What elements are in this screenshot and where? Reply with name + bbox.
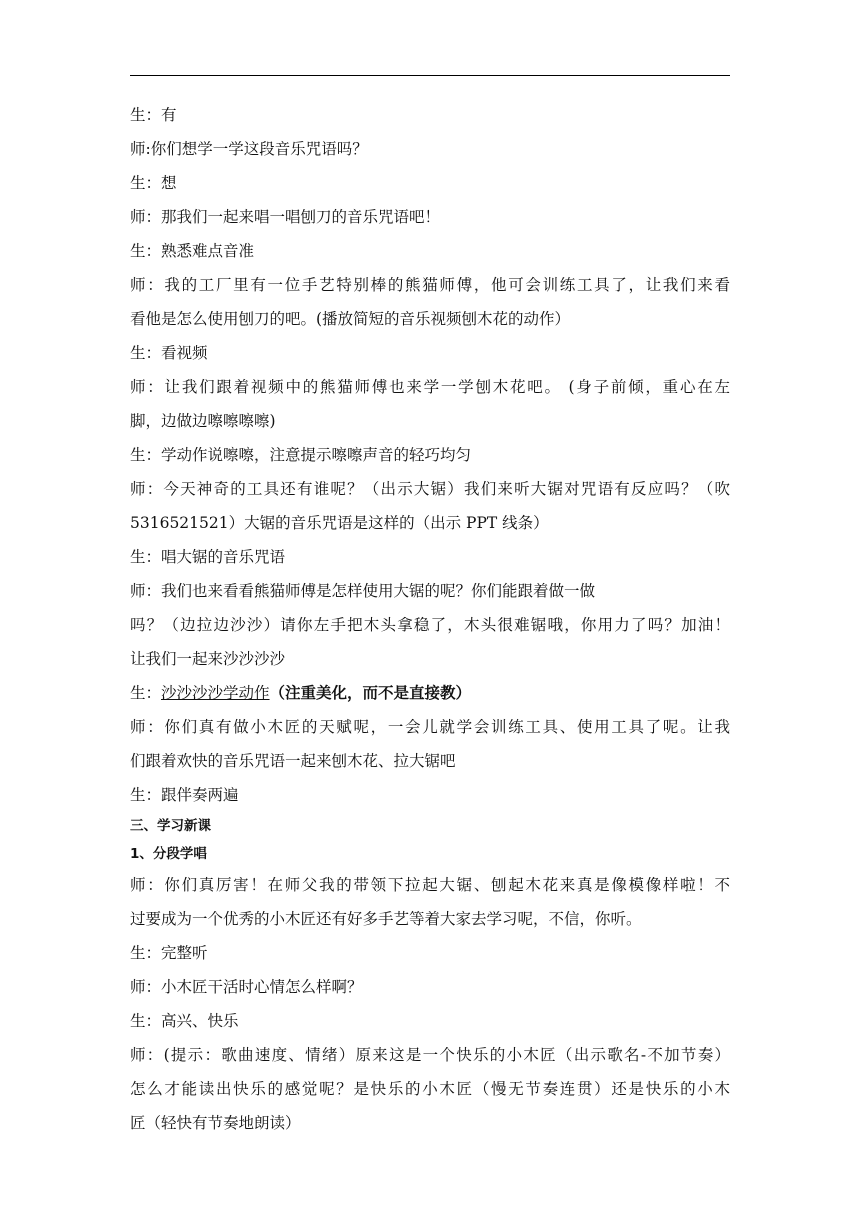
dialogue-line: 师：让我们跟着视频中的熊猫师傅也来学一学刨木花吧。 (身子前倾，重心在左 [130, 378, 730, 396]
dialogue-line: 过要成为一个优秀的小木匠还有好多手艺等着大家去学习呢，不信，你听。 [130, 910, 642, 928]
dialogue-line: 师：你们真厉害！在师父我的带领下拉起大锯、刨起木花来真是像模像样啦！不 [130, 876, 730, 894]
dialogue-line: 师:你们想学一学这段音乐咒语吗？ [130, 140, 368, 158]
dialogue-line: 吗？（边拉边沙沙）请你左手把木头拿稳了，木头很难锯哦，你用力了吗？加油！ [130, 616, 730, 634]
dialogue-line-shashasha [130, 676, 730, 710]
dialogue-line: 师：今天神奇的工具还有谁呢？（出示大锯）我们来听大锯对咒语有反应吗？（吹 [130, 480, 730, 498]
section-heading: 三、学习新课 [130, 818, 211, 834]
dialogue-line: 们跟着欢快的音乐咒语一起来刨木花、拉大锯吧 [130, 752, 456, 770]
dialogue-line: 师：小木匠干活时心情怎么样啊？ [130, 978, 363, 996]
dialogue-line: 匠（轻快有节奏地朗读） [130, 1114, 301, 1132]
underlined-activity: 沙沙沙沙学动作 [161, 684, 270, 702]
dialogue-line: 师：我们也来看看熊猫师傅是怎样使用大锯的呢？你们能跟着做一做 [130, 582, 596, 600]
dialogue-line: 师：我的工厂里有一位手艺特别棒的熊猫师傅，他可会训练工具了，让我们来看 [130, 276, 730, 294]
header-rule [130, 75, 730, 76]
speaker-prefix: 生： [130, 684, 162, 702]
dialogue-line: 师：(提示：歌曲速度、情绪）原来这是一个快乐的小木匠（出示歌名-不加节奏） [130, 1046, 730, 1064]
dialogue-line: 脚，边做边嚓嚓嚓嚓) [130, 412, 276, 430]
dialogue-line: 生：学动作说嚓嚓，注意提示嚓嚓声音的轻巧均匀 [130, 446, 472, 464]
dialogue-line: 让我们一起来沙沙沙沙 [130, 650, 286, 668]
dialogue-line: 生：完整听 [130, 944, 208, 962]
dialogue-line: 生：看视频 [130, 344, 208, 362]
dialogue-line: 生：唱大锯的音乐咒语 [130, 548, 286, 566]
bold-note: （注重美化，而不是直接教） [269, 683, 472, 702]
document-body [130, 98, 730, 1140]
dialogue-line: 怎么才能读出快乐的感觉呢？是快乐的小木匠（慢无节奏连贯）还是快乐的小木 [130, 1080, 730, 1098]
dialogue-line: 生：跟伴奏两遍 [130, 786, 239, 804]
dialogue-line: 看他是怎么使用刨刀的吧。(播放简短的音乐视频刨木花的动作） [130, 310, 571, 328]
dialogue-line: 生：有 [130, 106, 177, 124]
dialogue-line: 师：你们真有做小木匠的天赋呢，一会儿就学会训练工具、使用工具了呢。让我 [130, 718, 730, 736]
dialogue-line: 生：高兴、快乐 [130, 1012, 239, 1030]
dialogue-line: 生：熟悉难点音准 [130, 242, 255, 260]
dialogue-line: 师：那我们一起来唱一唱刨刀的音乐咒语吧！ [130, 208, 441, 226]
dialogue-line: 5316521521）大锯的音乐咒语是这样的（出示 PPT 线条） [130, 514, 549, 532]
sub-heading: 1、分段学唱 [130, 846, 207, 862]
dialogue-line: 生：想 [130, 174, 177, 192]
